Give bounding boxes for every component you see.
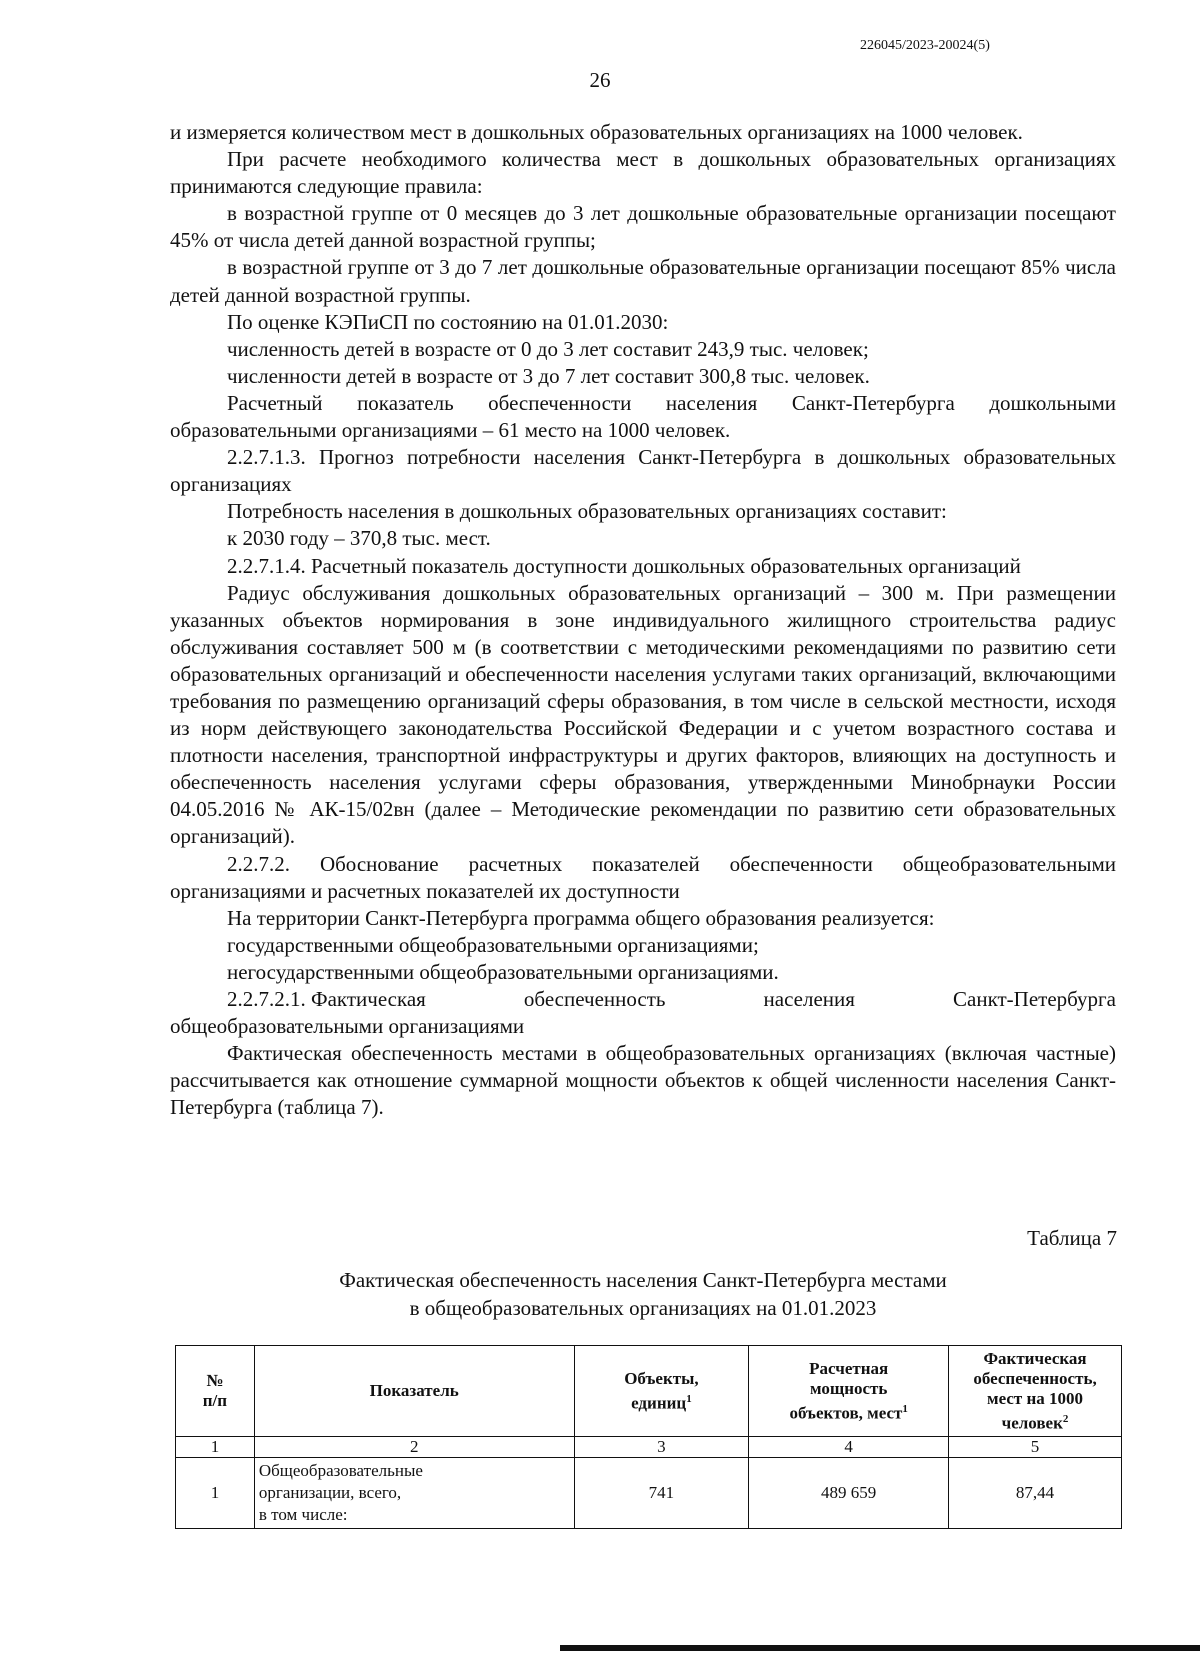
split-heading-part: обеспеченность (523, 987, 666, 1011)
split-heading-part: 2.2.7.2.1. Фактическая (227, 987, 426, 1011)
header-indicator: Показатель (254, 1346, 574, 1437)
header-provision: Фактическая обеспеченность, мест на 1000 человек$^2$ (949, 1346, 1122, 1437)
paragraph: к 2030 году – 370,8 тыс. мест. (227, 526, 491, 551)
paragraph: численности детей в возрасте от 3 до 7 лет составит 300,8 тыс. человек. (227, 363, 870, 388)
table-caption-line: Фактическая обеспеченность населения Санкт-Петербурга местами (339, 1268, 947, 1292)
paragraph: На территории Санкт-Петербурга программа общего образования реализуется: (227, 905, 935, 930)
paragraph: негосударственными общеобразовательными организациями. (227, 959, 779, 984)
table-header-row (176, 1346, 1122, 1437)
table-row (176, 1458, 1122, 1529)
paragraph: При расчете необходимого количества мест в дошкольных образовательных организациях принимаются следующие правила: (170, 147, 1116, 199)
provision-table (175, 1345, 1122, 1529)
column-number: 4 (749, 1437, 949, 1458)
paragraph: 2.2.7.2. Обоснование расчетных показателей обеспеченности общеобразовательными организациями и расчетных показателей их доступности (170, 851, 1116, 903)
paragraph-list (170, 119, 1116, 986)
header-capacity: Расчетная мощность объектов, мест$^1$ (749, 1346, 949, 1437)
paragraph: Радиус обслуживания дошкольных образовательных организаций – 300 м. При размещении указанных объектов нормирования в зоне индивидуального жилищного строительства радиус обслуживания составляет 500 м (в соответствии с методическими рекомендациями по развитию сети образовательных организаций и обеспеченности населения услугами таких организаций, включающими требования по размещению организаций сферы образования, в том числе в сельской местности, исходя из норм действующего законодательства Российской Федерации и с учетом возрастного состава и плотности населения, транспортной инфраструктуры и других факторов, влияющих на доступность и обеспеченность населения услугами сферы образования, утвержденными Минобрнауки России 04.05.2016 № АК-15/02вн (далее – Методические рекомендации по развитию сети образовательных организаций). (170, 580, 1116, 849)
column-number: 2 (254, 1437, 574, 1458)
body-text (170, 119, 1116, 1121)
paragraph: в возрастной группе от 0 месяцев до 3 лет дошкольные образовательные организации посещают 45% от числа детей данной возрастной группы; (170, 201, 1116, 253)
split-heading-part: Санкт-Петербурга (953, 987, 1116, 1011)
page-number: 26 (589, 68, 611, 92)
paragraph: в возрастной группе от 3 до 7 лет дошкольные образовательные организации посещают 85% числа детей данной возрастной группы. (170, 255, 1116, 307)
final-paragraph: Фактическая обеспеченность местами в общеобразовательных организациях (включая частные) рассчитывается как отношение суммарной мощности объектов к общей численности населения Санкт-Петербурга (таблица 7). (170, 1041, 1116, 1120)
paragraph: 2.2.7.1.4. Расчетный показатель доступности дошкольных образовательных организаций (227, 553, 1021, 578)
table-label: Таблица 7 (1027, 1226, 1117, 1250)
paragraph: По оценке КЭПиСП по состоянию на 01.01.2030: (227, 309, 669, 334)
row-indicator: Общеобразовательные организации, всего, в том числе: (254, 1458, 574, 1529)
document-number: 226045/2023-20024(5) (860, 38, 990, 53)
row-capacity: 489 659 (749, 1458, 949, 1529)
scan-edge-line (560, 1645, 1200, 1651)
split-heading-continuation: общеобразовательными организациями (170, 1014, 525, 1039)
column-number: 5 (949, 1437, 1122, 1458)
split-heading (170, 986, 1116, 1013)
row-number: 1 (176, 1458, 255, 1529)
column-number: 1 (176, 1437, 255, 1458)
paragraph: 2.2.7.1.3. Прогноз потребности населения Санкт-Петербурга в дошкольных образовательных организациях (170, 445, 1116, 497)
split-heading-part: населения (763, 987, 855, 1011)
paragraph: численность детей в возрасте от 0 до 3 лет составит 243,9 тыс. человек; (227, 336, 869, 361)
paragraph: Расчетный показатель обеспеченности населения Санкт-Петербурга дошкольными образовательными организациями – 61 место на 1000 человек. (170, 390, 1116, 443)
column-number: 3 (574, 1437, 749, 1458)
header-number: № п/п (176, 1346, 255, 1437)
row-provision: 87,44 (949, 1458, 1122, 1529)
table-caption-line: в общеобразовательных организациях на 01.01.2023 (409, 1296, 877, 1320)
paragraph: государственными общеобразовательными организациями; (227, 932, 759, 957)
column-number-row (176, 1437, 1122, 1458)
paragraph: Потребность населения в дошкольных образовательных организациях составит: (227, 499, 947, 524)
paragraph: и измеряется количеством мест в дошкольных образовательных организациях на 1000 человек. (170, 120, 1023, 144)
row-objects: 741 (574, 1458, 749, 1529)
table-caption (170, 1266, 1116, 1322)
header-objects: Объекты, единиц$^1$ (574, 1346, 749, 1437)
